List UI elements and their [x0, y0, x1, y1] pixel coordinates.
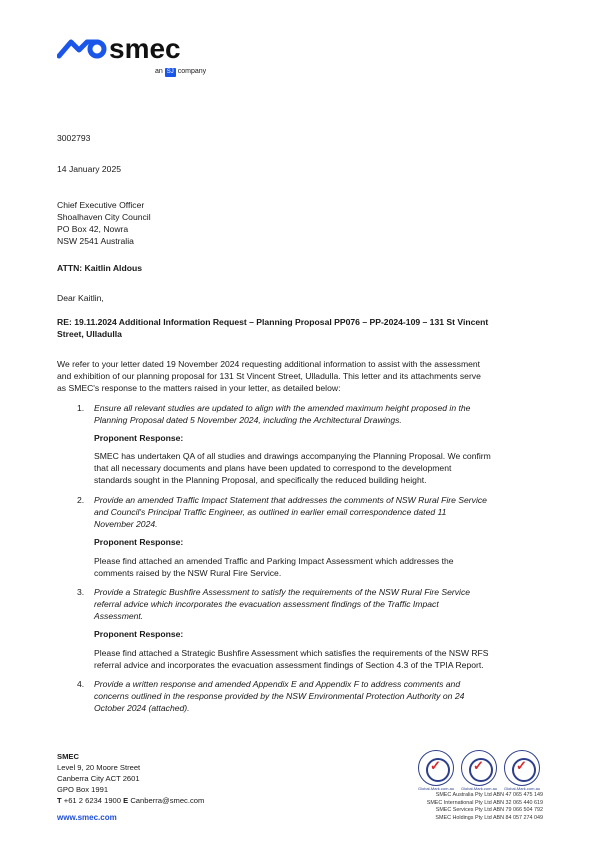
request-line: Provide a written response and amended Appendix E and Appendix F to address comments and — [94, 679, 461, 689]
request-line: referral advice which incorporates the evacuation assessment findings of the Traffic Impact — [94, 599, 439, 609]
entity-line: SMEC Services Pty Ltd ABN 79 066 504 792 — [435, 807, 543, 813]
recipient-line: NSW 2541 Australia — [57, 236, 134, 246]
salutation: Dear Kaitlin, — [57, 293, 104, 303]
item-number: 2. — [77, 495, 85, 505]
certification-badges — [414, 748, 544, 794]
footer-contact — [57, 795, 204, 806]
request-line: Provide a Strategic Bushfire Assessment to satisfy the requirements of the NSW Rural Fire Service — [94, 587, 471, 597]
response-text — [94, 555, 454, 579]
certification-badge-icon: ✓ — [504, 750, 540, 786]
intro-line: We refer to your letter dated 19 November 2024 requesting additional information to assist with the assessment — [57, 359, 481, 369]
entity-list — [343, 792, 543, 822]
entity-line: SMEC International Pty Ltd ABN 32 065 440 619 — [426, 799, 543, 806]
phone-number[interactable]: +61 2 6234 1900 — [63, 796, 121, 805]
entity-line: SMEC Australia Pty Ltd ABN 47 065 475 149 — [435, 792, 543, 798]
request-line: and Council's Principal Traffic Engineer, as outlined in earlier email correspondence dated 11 — [94, 507, 447, 517]
item-request — [94, 494, 487, 530]
recipient-line: Chief Executive Officer — [57, 200, 145, 210]
footer-address-line: Canberra City ACT 2601 — [57, 774, 140, 783]
item-request — [94, 678, 464, 714]
phone-label: T — [57, 796, 62, 805]
entity-line: SMEC Holdings Pty Ltd ABN 84 057 274 049 — [435, 814, 543, 821]
subject-line-1: RE: 19.11.2024 Additional Information Request – Planning Proposal PP076 – PP-2024-109 – 131 St Vincent — [57, 317, 489, 327]
smec-logo-mark-icon — [57, 34, 222, 64]
response-line: Please find attached an amended Traffic and Parking Impact Assessment which addresses the — [94, 556, 454, 566]
footer-company: SMEC — [57, 752, 79, 761]
response-line: standards sought in the Planning Proposal, and specifically the reduced building height. — [94, 475, 427, 485]
response-text — [94, 450, 491, 486]
certification-badge-icon: ✓ — [418, 750, 454, 786]
recipient-line: PO Box 42, Nowra — [57, 224, 129, 234]
item-number: 4. — [77, 679, 85, 689]
request-line: November 2024. — [94, 519, 158, 529]
item-number: 3. — [77, 587, 85, 597]
tagline-suffix: company — [177, 68, 207, 75]
letter-date: 14 January 2025 — [57, 164, 122, 174]
certification-badge-icon: ✓ — [461, 750, 497, 786]
response-line: SMEC has undertaken QA of all studies and drawings accompanying the Planning Proposal. We confirm — [94, 451, 491, 461]
logo-tagline — [155, 68, 206, 77]
request-line: Ensure all relevant studies are updated to align with the amended maximum height proposed in the — [94, 403, 471, 413]
response-line: Please find attached a Strategic Bushfire Assessment which satisfies the requirements of the NSW RFS — [94, 648, 489, 658]
smec-logo — [57, 34, 222, 80]
response-heading: Proponent Response: — [94, 433, 184, 443]
website-link[interactable]: www.smec.com — [57, 813, 117, 822]
item-request — [94, 402, 470, 426]
intro-paragraph — [57, 358, 481, 394]
logo-wordmark: smec — [109, 34, 181, 64]
request-line: Planning Proposal dated 5 November 2024, including the Architectural Drawings. — [94, 415, 402, 425]
recipient-line: Shoalhaven City Council — [57, 212, 151, 222]
item-number: 1. — [77, 403, 85, 413]
request-line: Assessment. — [94, 611, 144, 621]
item-request — [94, 586, 470, 622]
email-address[interactable]: Canberra@smec.com — [130, 796, 205, 805]
badge-label: Global-Mark.com.au — [461, 786, 498, 791]
response-line: comments raised by the NSW Rural Fire Service. — [94, 568, 282, 578]
response-heading: Proponent Response: — [94, 629, 184, 639]
response-heading: Proponent Response: — [94, 537, 184, 547]
intro-line: and exhibition of our planning proposal for 131 St Vincent Street, Ulladulla. This letter and its attachments serve — [57, 371, 481, 381]
response-text — [94, 647, 489, 671]
request-line: Provide an amended Traffic Impact Statement that addresses the comments of NSW Rural Fire Service — [94, 495, 487, 505]
footer-address-line: Level 9, 20 Moore Street — [57, 763, 141, 772]
subject-line-2: Street, Ulladulla — [57, 329, 122, 339]
badge-label: Global-Mark.com.au — [418, 786, 455, 791]
recipient-address — [57, 199, 151, 247]
email-label: E — [123, 796, 129, 805]
footer-address — [57, 751, 204, 806]
attention-line: ATTN: Kaitlin Aldous — [57, 263, 142, 273]
response-line: that all necessary documents and plans have been updated to correspond to the development — [94, 463, 452, 473]
request-line: concerns outlined in the response provided by the NSW Environmental Protection Authority on 24 — [94, 691, 465, 701]
tagline-prefix: an — [155, 68, 163, 75]
badge-label: Global-Mark.com.au — [504, 786, 541, 791]
subject-line — [57, 316, 488, 340]
tagline-brand: SJ — [166, 69, 174, 75]
response-line: referral advice and incorporates the evacuation assessment findings of Section 4.3 of the TPIA Report. — [94, 660, 484, 670]
request-line: October 2024 (attached). — [94, 703, 190, 713]
reference-number: 3002793 — [57, 133, 91, 143]
intro-line: as SMEC's response to the matters raised in your letter, as detailed below: — [57, 383, 341, 393]
footer-address-line: GPO Box 1991 — [57, 785, 109, 794]
